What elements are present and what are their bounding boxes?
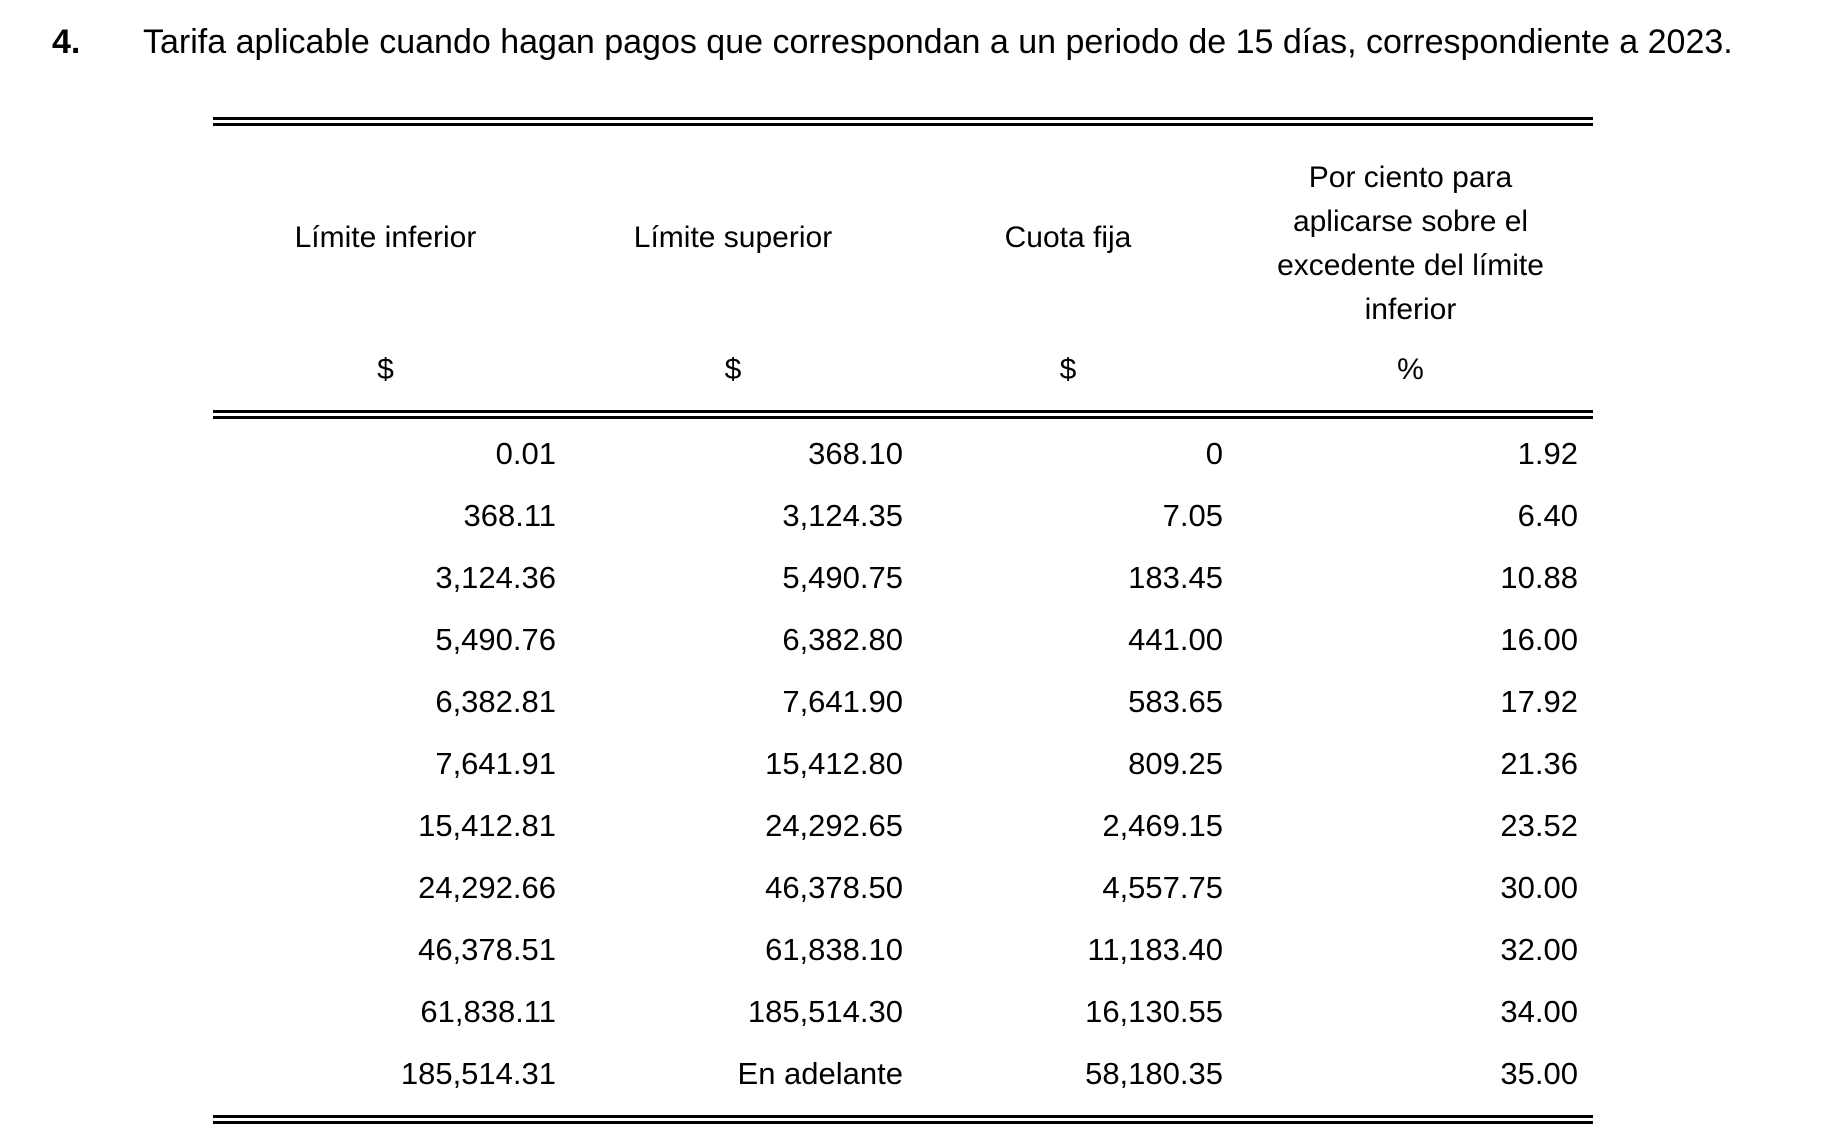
cell-lower-limit: 0.01 — [495, 436, 556, 471]
cell-upper-limit: 5,490.75 — [782, 560, 903, 595]
cell-upper-limit: 46,378.50 — [765, 870, 903, 905]
cell-percent: 35.00 — [1500, 1056, 1578, 1091]
cell-percent: 30.00 — [1500, 870, 1578, 905]
unit-fixed-fee: $ — [1059, 353, 1077, 386]
table-row — [213, 795, 1593, 857]
cell-fixed-fee: 441.00 — [1128, 622, 1223, 657]
table-row — [213, 609, 1593, 671]
cell-upper-limit: 7,641.90 — [782, 684, 903, 719]
cell-fixed-fee: 809.25 — [1128, 746, 1223, 781]
table-body — [213, 419, 1593, 1105]
unit-upper-limit: $ — [724, 353, 742, 386]
cell-percent: 6.40 — [1517, 498, 1578, 533]
table-row — [213, 981, 1593, 1043]
header-fixed-fee: Cuota fija — [1004, 221, 1132, 254]
cell-fixed-fee: 2,469.15 — [1102, 808, 1223, 843]
cell-upper-limit: 3,124.35 — [782, 498, 903, 533]
cell-upper-limit: 6,382.80 — [782, 622, 903, 657]
section-heading — [0, 0, 1842, 120]
header-upper-limit: Límite superior — [633, 221, 833, 254]
header-lower-limit: Límite inferior — [294, 221, 477, 254]
header-percent-line: excedente del límite — [1277, 249, 1544, 282]
cell-lower-limit: 46,378.51 — [418, 932, 556, 967]
cell-lower-limit: 7,641.91 — [435, 746, 556, 781]
cell-upper-limit: 15,412.80 — [765, 746, 903, 781]
section-title: Tarifa aplicable cuando hagan pagos que correspondan a un periodo de 15 días, correspondiente a 2023. — [143, 23, 1733, 61]
cell-lower-limit: 3,124.36 — [435, 560, 556, 595]
section-number: 4. — [52, 23, 81, 61]
cell-fixed-fee: 0 — [1205, 436, 1223, 471]
cell-percent: 21.36 — [1500, 746, 1578, 781]
table-row — [213, 485, 1593, 547]
cell-percent: 17.92 — [1500, 684, 1578, 719]
cell-percent: 34.00 — [1500, 994, 1578, 1029]
cell-lower-limit: 368.11 — [463, 498, 556, 533]
table-row — [213, 733, 1593, 795]
cell-upper-limit: 24,292.65 — [765, 808, 903, 843]
unit-lower-limit: $ — [377, 353, 394, 386]
header-percent-line: Por ciento para — [1308, 161, 1513, 194]
cell-lower-limit: 61,838.11 — [420, 994, 556, 1029]
cell-fixed-fee: 583.65 — [1128, 684, 1223, 719]
table-row — [213, 857, 1593, 919]
cell-fixed-fee: 4,557.75 — [1102, 870, 1223, 905]
cell-percent: 23.52 — [1500, 808, 1578, 843]
table-row — [213, 919, 1593, 981]
table-header-rule — [213, 410, 1593, 419]
unit-percent: % — [1397, 353, 1424, 386]
table-top-rule — [213, 117, 1593, 126]
cell-upper-limit: 368.10 — [808, 436, 903, 471]
cell-upper-limit: 61,838.10 — [765, 932, 903, 967]
tariff-table — [213, 117, 1593, 1124]
table-row — [213, 423, 1593, 485]
cell-fixed-fee: 183.45 — [1128, 560, 1223, 595]
cell-lower-limit: 185,514.31 — [400, 1056, 556, 1091]
table-row — [213, 1043, 1593, 1105]
cell-percent: 16.00 — [1500, 622, 1578, 657]
cell-upper-limit: 185,514.30 — [747, 994, 903, 1029]
table-row — [213, 547, 1593, 609]
cell-fixed-fee: 58,180.35 — [1085, 1056, 1223, 1091]
cell-fixed-fee: 7.05 — [1162, 498, 1223, 533]
cell-lower-limit: 24,292.66 — [418, 870, 556, 905]
cell-fixed-fee: 16,130.55 — [1085, 994, 1223, 1029]
header-percent-line: aplicarse sobre el — [1292, 205, 1529, 238]
cell-lower-limit: 15,412.81 — [418, 808, 556, 843]
table-header — [213, 126, 1593, 410]
cell-upper-limit: En adelante — [737, 1056, 903, 1091]
cell-lower-limit: 5,490.76 — [435, 622, 556, 657]
table-bottom-rule — [213, 1115, 1593, 1124]
cell-fixed-fee: 11,183.40 — [1087, 932, 1223, 967]
header-percent-line: inferior — [1364, 293, 1457, 326]
cell-percent: 10.88 — [1500, 560, 1578, 595]
cell-percent: 32.00 — [1500, 932, 1578, 967]
table-row — [213, 671, 1593, 733]
cell-lower-limit: 6,382.81 — [435, 684, 556, 719]
cell-percent: 1.92 — [1517, 436, 1578, 471]
header-percent — [1228, 156, 1593, 332]
